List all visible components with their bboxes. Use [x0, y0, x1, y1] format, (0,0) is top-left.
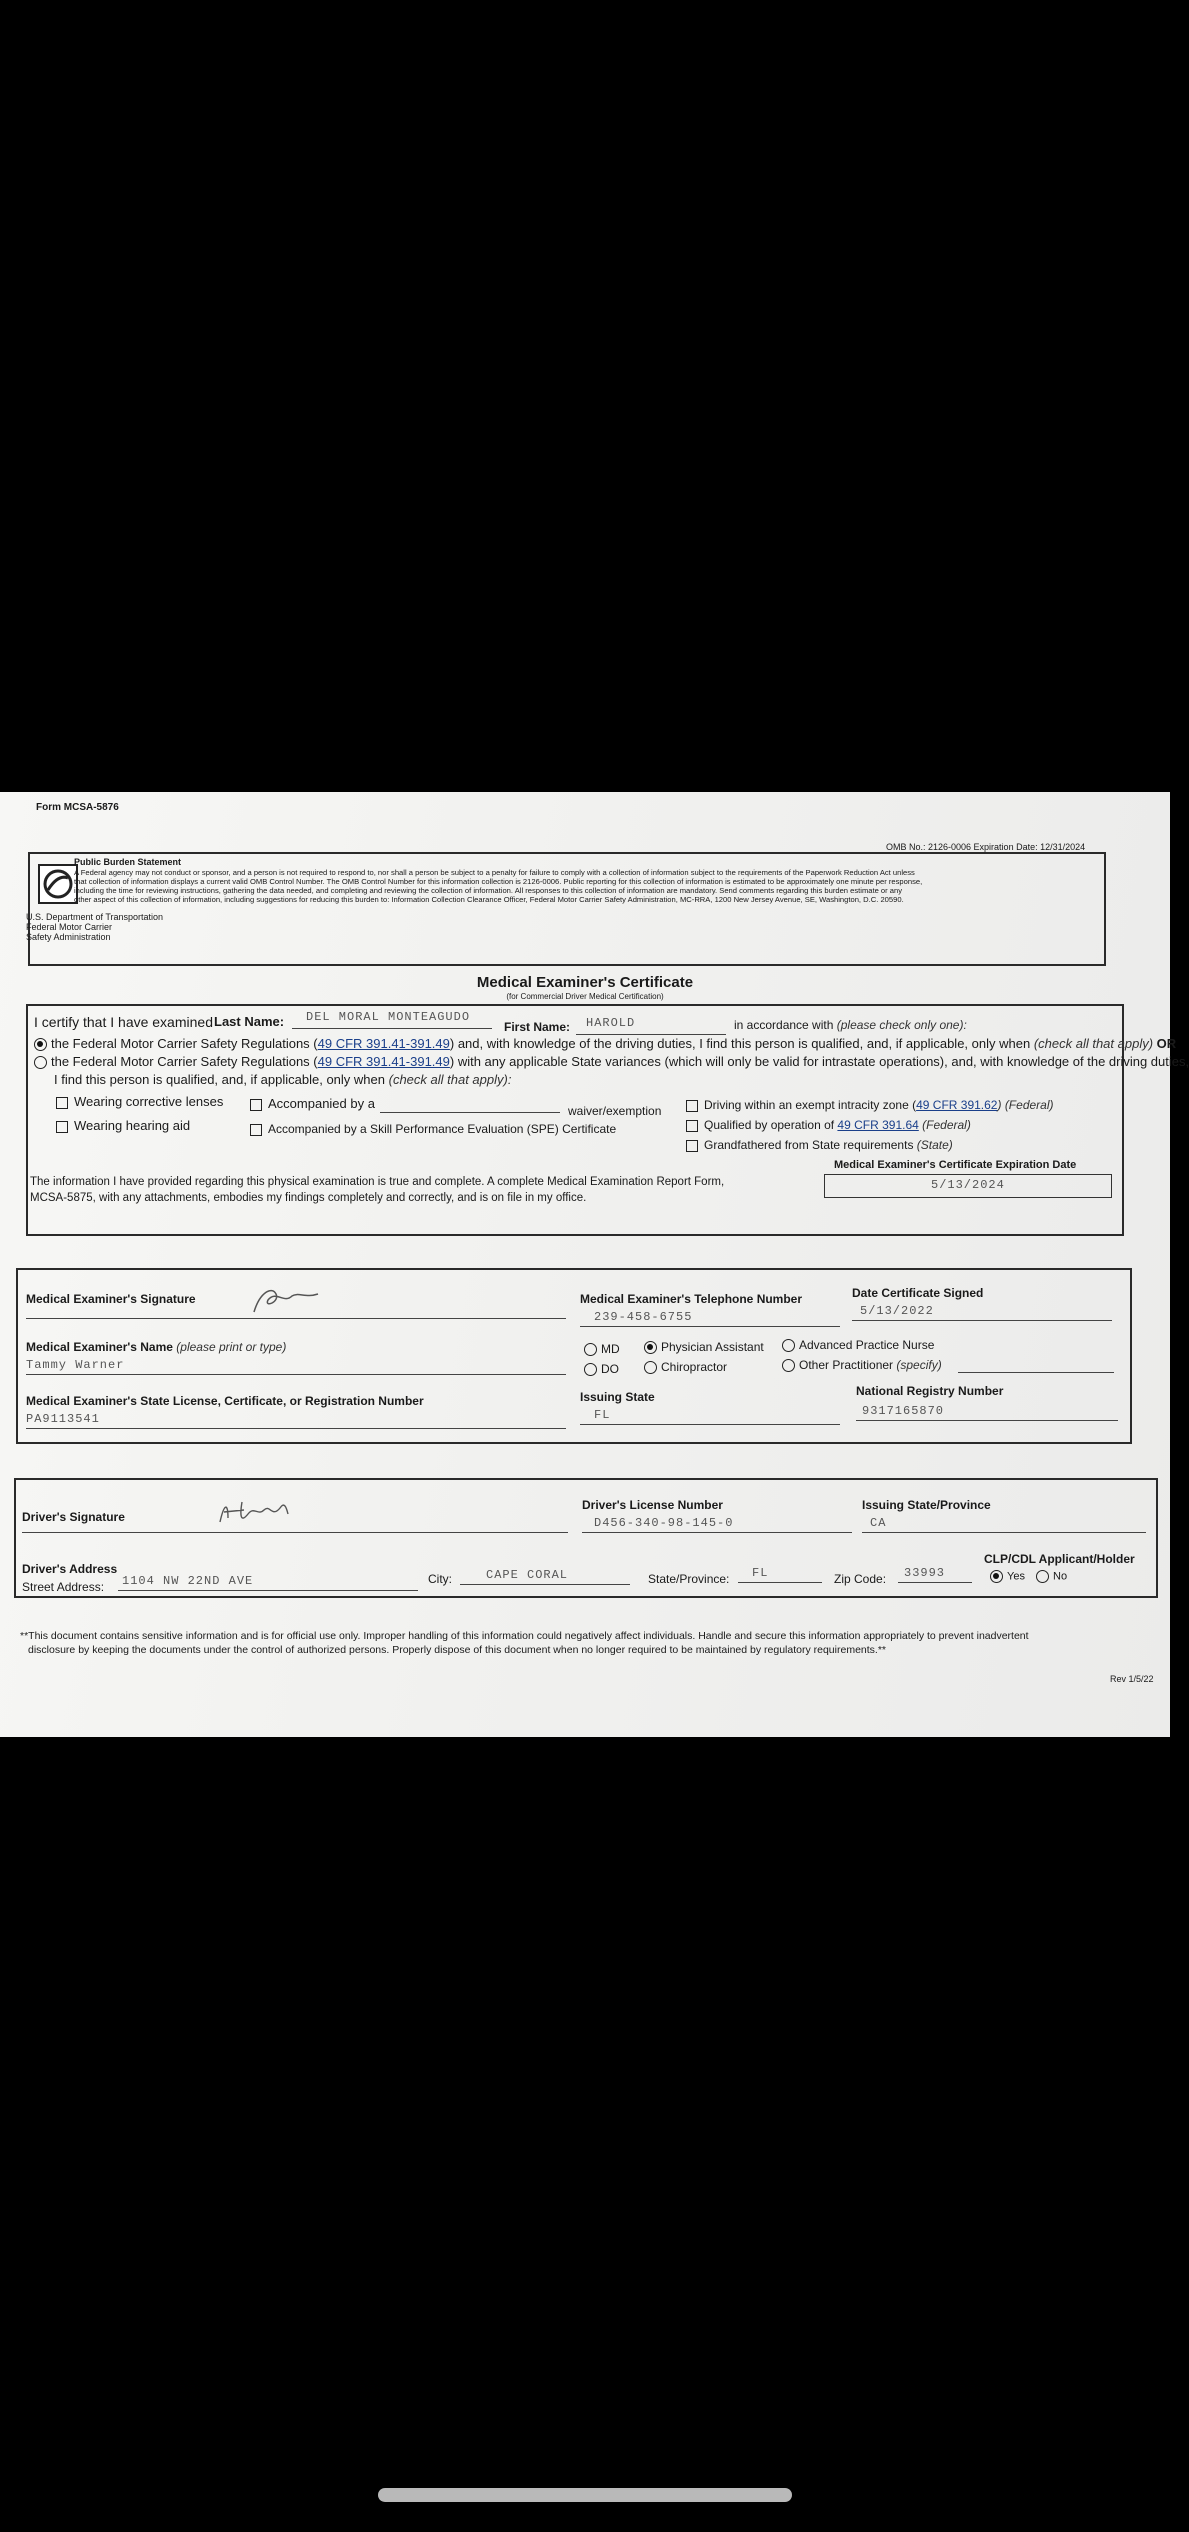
date-signed-value[interactable]: 5/13/2022 [860, 1304, 934, 1318]
clp-yes-option[interactable]: Yes [990, 1570, 1025, 1583]
driver-license-label: Driver's License Number [582, 1498, 723, 1512]
option-apn[interactable]: Advanced Practice Nurse [782, 1338, 934, 1352]
clp-label: CLP/CDL Applicant/Holder [984, 1552, 1135, 1566]
driver-signature-image[interactable] [214, 1496, 294, 1530]
check-intracity[interactable]: Driving within an exempt intracity zone (49 CFR 391.62) (Federal) [686, 1098, 1054, 1112]
do-radio[interactable] [584, 1363, 597, 1376]
checkbox[interactable] [686, 1100, 698, 1112]
checkbox[interactable] [686, 1120, 698, 1132]
driver-address-label: Driver's Address [22, 1562, 118, 1576]
burden-text: A Federal agency may not conduct or sponsor, and a person is not required to respond to, nor shall a person be subject to a penalty for failure to comply with a collection of information subject to the requirements of the Paperwork Reduction Act unless that collection of information displays a current valid OMB Control Number. The OMB Control Number for this information collection is 2126-0006. Public reporting for this collection of information is estimated to be approximately one minute per response, including the time for reviewing instructions, gathering the data needed, and completing and reviewing the collection of information. All responses to this collection of information are mandatory. Send comments regarding this burden estimate or any other aspect of this collection of information, including suggestions for reducing this burden to: Information Collection Clearance Officer, Federal Motor Carrier Safety Administration, MC-RRA, 1200 New Jersey Avenue, SE, Washington, D.C. 20590. [74, 868, 923, 904]
option-state-line2: I find this person is qualified, and, if applicable, only when (check all that apply): [54, 1072, 512, 1087]
city-value[interactable]: CAPE CORAL [486, 1568, 569, 1582]
option-state-variance[interactable]: the Federal Motor Carrier Safety Regulations (49 CFR 391.41-391.49) with any applicable State variances (which will only be valid for intrastate operations), and, with knowledge of the driving duties, [34, 1054, 1189, 1069]
driver-signature-line [22, 1532, 568, 1533]
expiration-value: 5/13/2024 [931, 1178, 1005, 1192]
home-indicator[interactable] [378, 2488, 792, 2502]
option-other-practitioner[interactable]: Other Practitioner (specify) [782, 1358, 942, 1372]
last-name-label: Last Name: [214, 1014, 285, 1029]
burden-statement-box [28, 852, 1106, 966]
last-name-value[interactable]: DEL MORAL MONTEAGUDO [306, 1010, 471, 1024]
md-radio[interactable] [584, 1343, 597, 1356]
expiration-field[interactable] [824, 1174, 1112, 1198]
footer-notice-2: disclosure by keeping the documents under the control of authorized persons. Properly dispose of this document when no longer required to be maintained by regulatory requirements.** [28, 1644, 887, 1656]
issuing-province-line [862, 1532, 1146, 1533]
driver-license-value[interactable]: D456-340-98-145-0 [594, 1516, 734, 1530]
city-line [460, 1584, 630, 1585]
state-value[interactable]: FL [752, 1566, 769, 1580]
state-label: State/Province: [648, 1572, 730, 1586]
examiner-signature-line [26, 1318, 566, 1319]
option-do[interactable]: DO [584, 1362, 619, 1376]
accordance-text: in accordance with (please check only one): [734, 1018, 967, 1032]
zip-value[interactable]: 33993 [904, 1566, 946, 1580]
phone-line [580, 1326, 840, 1327]
phone-label: Medical Examiner's Telephone Number [580, 1292, 803, 1306]
statement-line-2: MCSA-5875, with any attachments, embodies my findings completely and correctly, and is on file in my office. [30, 1192, 587, 1204]
date-signed-line [852, 1320, 1112, 1321]
examiner-signature-label: Medical Examiner's Signature [26, 1292, 196, 1306]
check-qualified-operation[interactable]: Qualified by operation of 49 CFR 391.64 (Federal) [686, 1118, 971, 1132]
option-chiropractor[interactable]: Chiropractor [644, 1360, 727, 1374]
clp-no-option[interactable]: No [1036, 1570, 1067, 1583]
state-line [738, 1582, 822, 1583]
date-signed-label: Date Certificate Signed [852, 1286, 984, 1300]
dot-logo-icon [38, 864, 78, 904]
option-federal[interactable]: the Federal Motor Carrier Safety Regulations (49 CFR 391.41-391.49) and, with knowledge of the driving duties, I find this person is qualified, and, if applicable, only when (check all that apply) OR [34, 1036, 1176, 1051]
examiner-name-value[interactable]: Tammy Warner [26, 1358, 125, 1372]
examiner-signature-image[interactable] [246, 1282, 326, 1318]
issuing-province-value[interactable]: CA [870, 1516, 887, 1530]
certify-text: I certify that I have examined [34, 1014, 213, 1030]
driver-license-line [582, 1532, 852, 1533]
street-address-line [118, 1590, 418, 1591]
check-accompanied-waiver[interactable]: Accompanied by a [250, 1096, 375, 1111]
zip-label: Zip Code: [834, 1572, 887, 1586]
certificate-subtitle: (for Commercial Driver Medical Certification) [506, 992, 664, 1001]
license-line [26, 1428, 566, 1429]
check-grandfathered[interactable]: Grandfathered from State requirements (State) [686, 1138, 953, 1152]
footer-notice-1: **This document contains sensitive information and is for official use only. Improper handling of this information could negatively affect individuals. Handle and secure this information appropriately to prevent inadvertent [20, 1630, 1029, 1642]
phone-value[interactable]: 239-458-6755 [594, 1310, 693, 1324]
first-name-label: First Name: [504, 1020, 571, 1034]
issuing-state-value[interactable]: FL [594, 1408, 611, 1422]
check-hearing-aid[interactable]: Wearing hearing aid [56, 1118, 190, 1133]
check-spe[interactable]: Accompanied by a Skill Performance Evaluation (SPE) Certificate [250, 1122, 616, 1136]
street-address-label: Street Address: [22, 1580, 105, 1594]
license-label: Medical Examiner's State License, Certificate, or Registration Number [26, 1394, 424, 1408]
checkbox[interactable] [250, 1124, 262, 1136]
examiner-name-line [26, 1374, 566, 1375]
option-physician-assistant[interactable]: Physician Assistant [644, 1340, 764, 1354]
omb-number: OMB No.: 2126-0006 Expiration Date: 12/31/2024 [886, 842, 1086, 852]
clp-yes-radio[interactable] [990, 1570, 1003, 1583]
checkbox[interactable] [56, 1121, 68, 1133]
clp-no-radio[interactable] [1036, 1570, 1049, 1583]
driver-signature-label: Driver's Signature [22, 1510, 125, 1524]
registry-line [856, 1420, 1118, 1421]
first-name-line [576, 1034, 726, 1035]
city-label: City: [428, 1572, 452, 1586]
expiration-label: Medical Examiner's Certificate Expiration Date [834, 1159, 1077, 1171]
certificate-title: Medical Examiner's Certificate [476, 974, 694, 991]
issuing-state-line [580, 1424, 840, 1425]
option-md[interactable]: MD [584, 1342, 620, 1356]
license-value[interactable]: PA9113541 [26, 1412, 100, 1426]
registry-value[interactable]: 9317165870 [862, 1404, 945, 1418]
statement-line-1: The information I have provided regarding this physical examination is true and complete. A complete Medical Examination Report Form, [30, 1176, 725, 1188]
apn-radio[interactable] [782, 1339, 795, 1352]
first-name-value[interactable]: HAROLD [586, 1016, 636, 1030]
registry-label: National Registry Number [856, 1384, 1004, 1398]
last-name-line [292, 1028, 492, 1029]
chiropractor-radio[interactable] [644, 1361, 657, 1374]
zip-line [898, 1582, 972, 1583]
state-variance-radio[interactable] [34, 1056, 47, 1069]
agency-name: U.S. Department of Transportation Federal Motor Carrier Safety Administration [26, 912, 164, 942]
checkbox[interactable] [250, 1099, 262, 1111]
examiner-name-label: Medical Examiner's Name (please print or type) [26, 1340, 287, 1354]
waiver-line [380, 1112, 560, 1113]
form-id: Form MCSA-5876 [36, 802, 119, 813]
checkbox[interactable] [56, 1097, 68, 1109]
pa-radio[interactable] [644, 1341, 657, 1354]
checkbox[interactable] [686, 1140, 698, 1152]
issuing-state-label: Issuing State [580, 1390, 655, 1404]
burden-title: Public Burden Statement [74, 857, 182, 867]
other-practitioner-line [958, 1372, 1114, 1373]
other-practitioner-radio[interactable] [782, 1359, 795, 1372]
check-corrective-lenses[interactable]: Wearing corrective lenses [56, 1094, 223, 1109]
issuing-province-label: Issuing State/Province [862, 1498, 991, 1512]
federal-radio[interactable] [34, 1038, 47, 1051]
revision-label: Rev 1/5/22 [1110, 1674, 1154, 1684]
certificate-document [0, 792, 1189, 1737]
street-address-value[interactable]: 1104 NW 22ND AVE [122, 1574, 254, 1588]
waiver-label: waiver/exemption [568, 1104, 662, 1118]
